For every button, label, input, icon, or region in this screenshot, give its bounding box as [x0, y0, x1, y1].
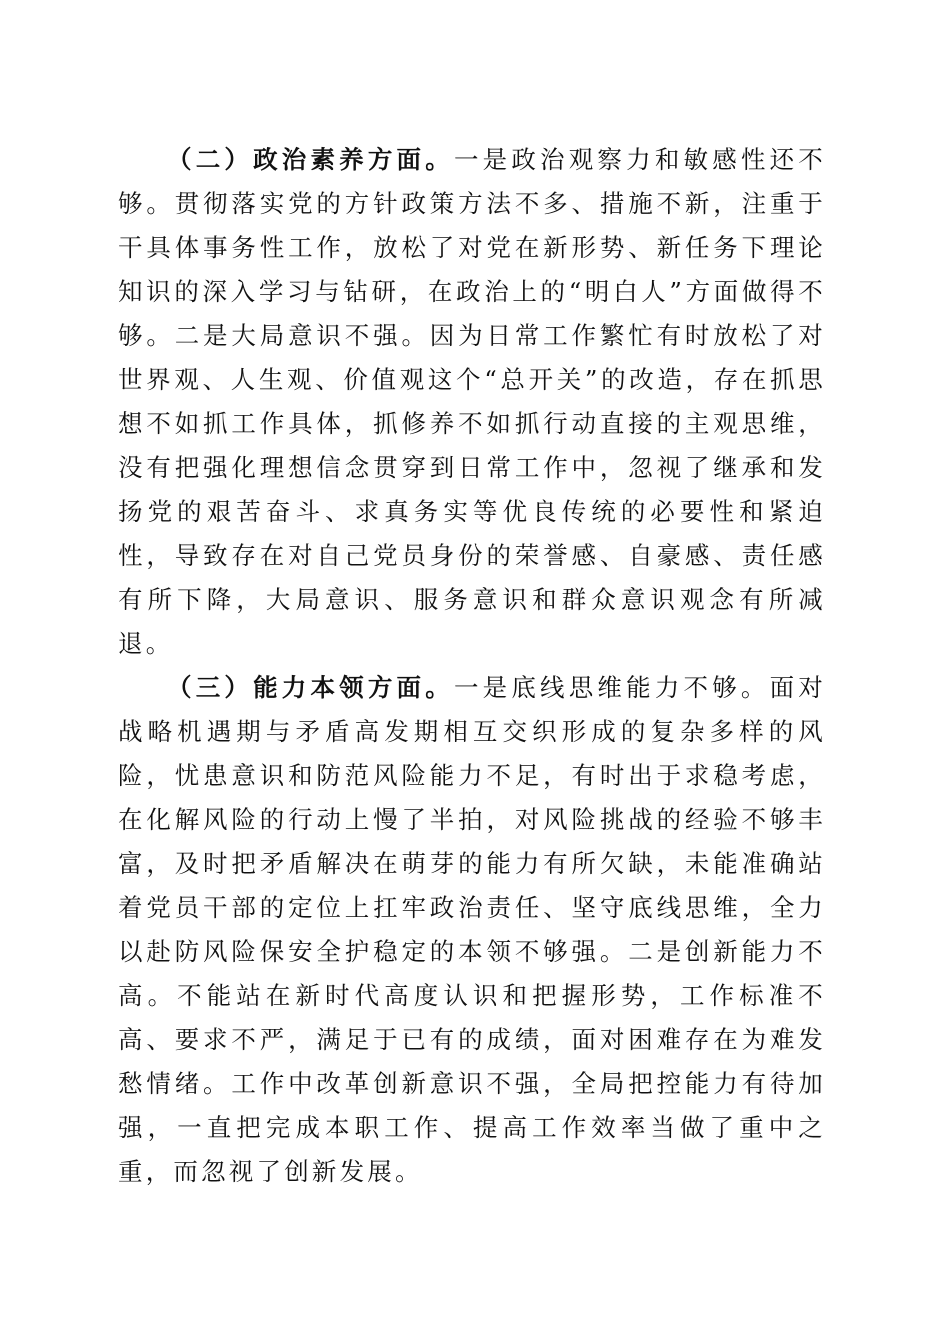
section-heading: （三）能力本领方面。 [167, 673, 454, 702]
section-capability [118, 666, 826, 1194]
section-political-literacy [118, 138, 826, 666]
section-text: 一是政治观察力和敏感性还不够。贯彻落实党的方针政策方法不多、措施不新，注重于干具体事务性工作，放松了对党在新形势、新任务下理论知识的深入学习与钻研，在政治上的“明白人”方面做得不够。二是大局意识不强。因为日常工作繁忙有时放松了对世界观、人生观、价值观这个“总开关”的改造，存在抓思想不如抓工作具体，抓修养不如抓行动直接的主观思维，没有把强化理想信念贯穿到日常工作中，忽视了继承和发扬党的艰苦奋斗、求真务实等优良传统的必要性和紧迫性，导致存在对自己党员身份的荣誉感、自豪感、责任感有所下降，大局意识、服务意识和群众意识观念有所减退。 [118, 145, 826, 658]
section-text: 一是底线思维能力不够。面对战略机遇期与矛盾高发期相互交织形成的复杂多样的风险，忧患意识和防范风险能力不足，有时出于求稳考虑，在化解风险的行动上慢了半拍，对风险挑战的经验不够丰富，及时把矛盾解决在萌芽的能力有所欠缺，未能准确站着党员干部的定位上扛牢政治责任、坚守底线思维，全力以赴防风险保安全护稳定的本领不够强。二是创新能力不高。不能站在新时代高度认识和把握形势，工作标准不高、要求不严，满足于已有的成绩，面对困难存在为难发愁情绪。工作中改革创新意识不强，全局把控能力有待加强，一直把完成本职工作、提高工作效率当做了重中之重，而忽视了创新发展。 [118, 673, 826, 1186]
section-heading: （二）政治素养方面。 [167, 145, 454, 174]
document-body [118, 138, 826, 1194]
